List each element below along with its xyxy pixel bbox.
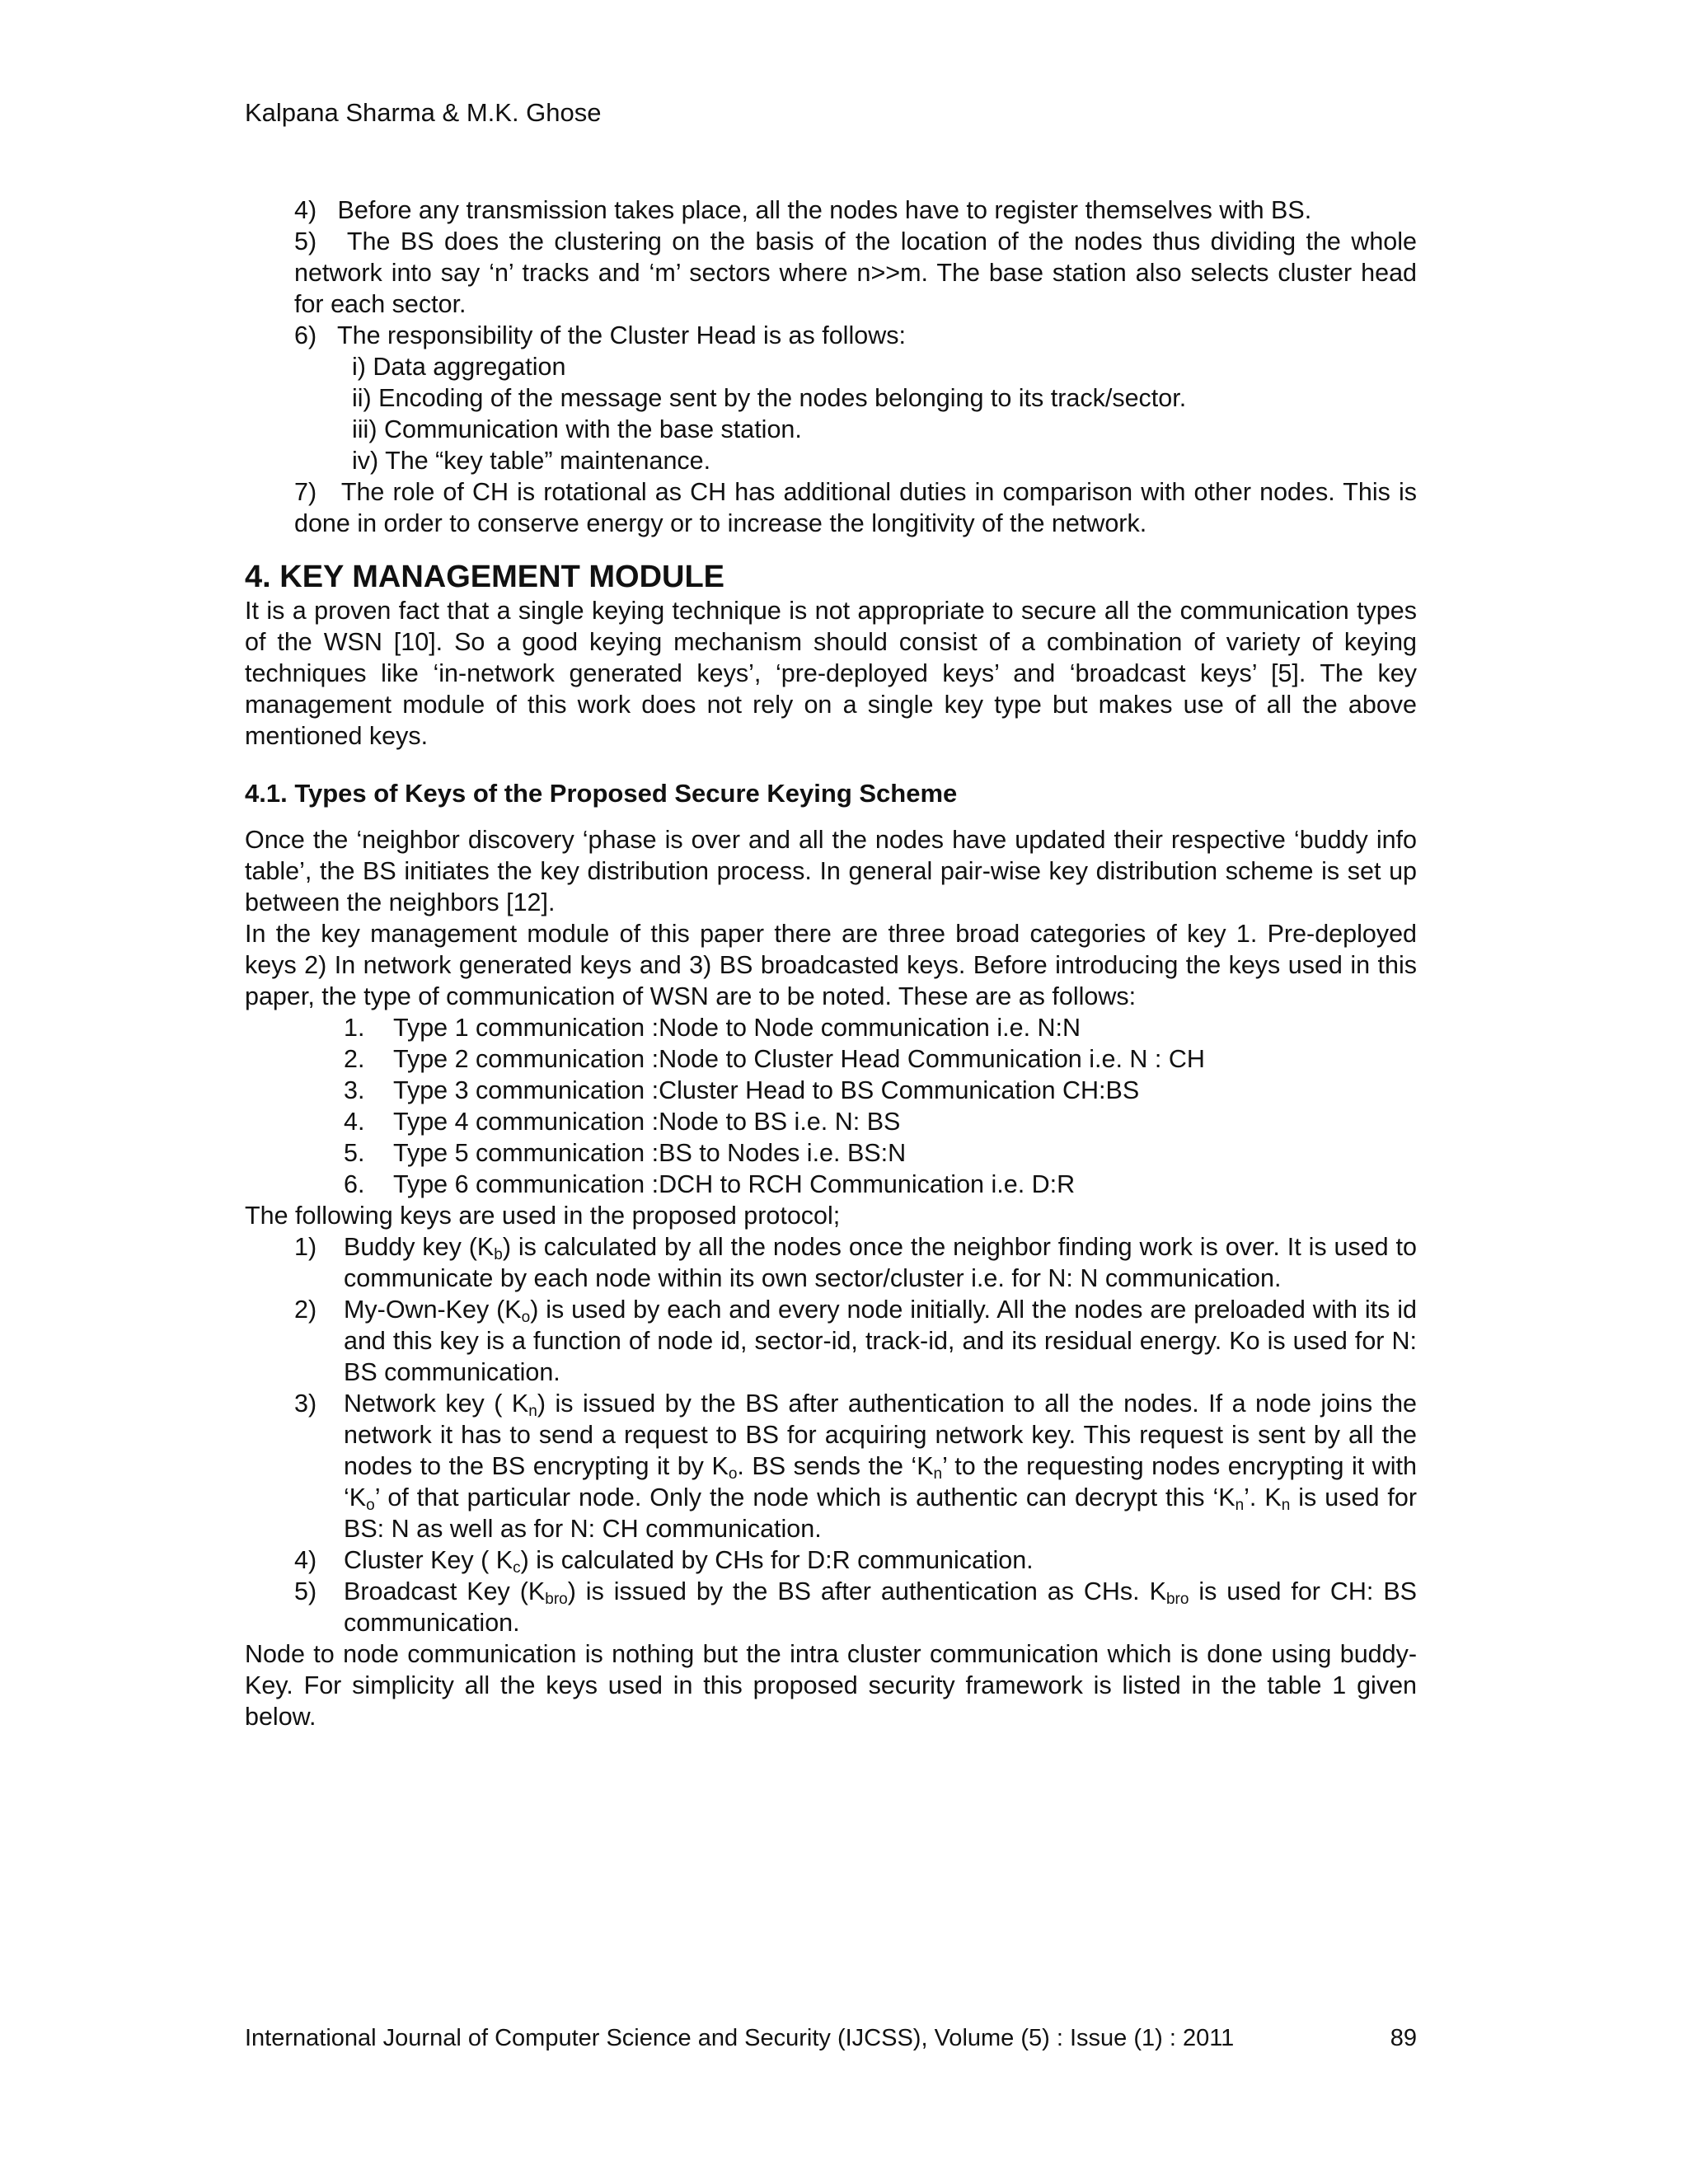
paragraph-closing: Node to node communication is nothing but the intra cluster communication which is done using buddy- Key. For simplicity all the keys used in this proposed security framework is listed in the table 1 given below. [245, 1640, 1417, 1731]
cluster-head-duties-list [245, 351, 1417, 476]
list-item: iii) Communication with the base station. [352, 415, 802, 443]
item-number: 2) [294, 1296, 317, 1324]
item-text: Type 1 communication :Node to Node communication i.e. N:N [393, 1014, 1081, 1042]
item-text: My-Own-Key $(K_o)$ is used by each and every node initially. All the nodes are preloaded with its id and this key is a function of node id, sector-id, track-id, and its residual energy. Ko is used for N: BS communication. [344, 1296, 1417, 1386]
list-item-step-4 [245, 194, 1417, 226]
item-number: 4. [344, 1108, 365, 1136]
item-number: 5) [294, 1577, 317, 1605]
list-item-network-key [294, 1388, 1417, 1544]
list-item [344, 1137, 1417, 1169]
list-item-step-7 [245, 476, 1417, 539]
item-text: Buddy key $(K_b)$ is calculated by all the nodes once the neighbor finding work is over. It is used to communicate by each node within its own sector/cluster i.e. for N: N communication. [344, 1233, 1417, 1292]
list-item [344, 1043, 1417, 1075]
step-number: 4) [294, 196, 317, 224]
list-item-step-5 [245, 226, 1417, 320]
item-text: Type 6 communication :DCH to RCH Communication i.e. D:R [393, 1170, 1076, 1198]
subsection-heading-types-of-keys: 4.1. Types of Keys of the Proposed Secure Keying Scheme [245, 779, 958, 808]
list-item: iv) The “key table” maintenance. [352, 447, 711, 475]
item-text: Network key ( $K_n$) is issued by the BS after authentication to all the nodes. If a node joins the network it has to send a request to BS for acquiring network key. This request is sent by all the nodes to the BS encrypting it by $K_o$. BS sends the ‘$K_n$’ to the requesting nodes encrypting it with ‘$K_o$’ of that particular node. Only the node which is authentic can decrypt this ‘$K_n$’. $K_n$ is used for BS: N as well as for N: CH communication. [344, 1390, 1417, 1543]
item-text: Type 2 communication :Node to Cluster Head Communication i.e. N : CH [393, 1045, 1205, 1073]
step-text-continued: This is done in order to conserve energy or to increase the longitivity of the network. [294, 478, 1417, 537]
item-number: 3) [294, 1390, 317, 1418]
running-header-authors: Kalpana Sharma & M.K. Ghose [245, 98, 602, 127]
paragraph-key-management: It is a proven fact that a single keying technique is not appropriate to secure all the communication types of the WSN [10]. So a good keying mechanism should consist of a combination of variety of keying techniques like ‘in-network generated keys’, ‘pre-deployed keys’ and ‘broadcast keys’ [5]. The key management module of this work does not rely on a single key type but makes use of all the above mentioned keys. [245, 597, 1417, 750]
item-text: Broadcast Key $(K_{bro})$ is issued by the BS after authentication as CHs. $K_{bro}$ is used for CH: BS communication. [344, 1577, 1418, 1637]
page-body [245, 194, 1417, 1732]
list-item: i) Data aggregation [352, 353, 566, 381]
item-text: Type 4 communication :Node to BS i.e. N: BS [393, 1108, 901, 1136]
page-footer [245, 2023, 1417, 2053]
item-text: Type 5 communication :BS to Nodes i.e. BS:N [393, 1139, 907, 1167]
list-item [344, 1106, 1417, 1137]
communication-types-list [245, 1012, 1417, 1200]
step-text: The role of CH is rotational as CH has additional duties in comparison with other nodes. [340, 478, 1335, 506]
item-number: 2. [344, 1045, 365, 1073]
item-number: 5. [344, 1139, 365, 1167]
item-number: 1) [294, 1233, 317, 1261]
list-item-broadcast-key [294, 1576, 1417, 1638]
section-heading-key-management: 4. KEY MANAGEMENT MODULE [245, 560, 725, 594]
item-number: 3. [344, 1076, 365, 1104]
step-number: 5) [294, 227, 317, 255]
list-item-my-own-key [294, 1294, 1417, 1388]
paragraph-neighbor-discovery: Once the ‘neighbor discovery ‘phase is over and all the nodes have updated their respective ‘buddy info table’, the BS initiates the key distribution process. In general pair-wise key distribution scheme is set up between the neighbors [12]. [245, 826, 1417, 916]
list-item [344, 1169, 1417, 1200]
list-item: ii) Encoding of the message sent by the nodes belonging to its track/sector. [352, 384, 1187, 412]
item-number: 6. [344, 1170, 365, 1198]
paragraph-key-categories: In the key management module of this paper there are three broad categories of key 1. Pre-deployed keys 2) In network generated keys and 3) BS broadcasted keys. Before introducing the keys used in this paper, the type of communication of WSN are to be noted. These are as follows: [245, 920, 1417, 1010]
list-item-cluster-key [294, 1544, 1417, 1576]
page-number: 89 [1390, 2025, 1417, 2051]
step-text: The BS does the clustering on the basis of the location of the nodes thus dividing the [346, 227, 1341, 255]
item-number: 4) [294, 1546, 317, 1574]
list-item-buddy-key [294, 1231, 1417, 1294]
list-item-step-6 [245, 320, 1417, 351]
item-text: Cluster Key ( $K_c$) is calculated by CHs for D:R communication. [344, 1546, 1034, 1577]
step-number: 6) [294, 321, 317, 349]
paragraph-keys-intro: The following keys are used in the proposed protocol; [245, 1202, 841, 1230]
list-item [344, 1075, 1417, 1106]
item-number: 1. [344, 1014, 365, 1042]
step-text: The responsibility of the Cluster Head is as follows: [337, 321, 906, 349]
step-number: 7) [294, 478, 317, 506]
step-text-continued: whole network into say ‘n’ tracks and ‘m’ sectors where n>>m. The base station also selects cluster head for each sector. [294, 227, 1418, 318]
step-text: Before any transmission takes place, all the nodes have to register themselves with BS. [337, 196, 1312, 224]
list-item [344, 1012, 1417, 1043]
item-text: Type 3 communication :Cluster Head to BS Communication CH:BS [393, 1076, 1140, 1104]
footer-journal-citation: International Journal of Computer Science and Security (IJCSS), Volume (5) : Issue (1) : 2011 [245, 2025, 1235, 2051]
